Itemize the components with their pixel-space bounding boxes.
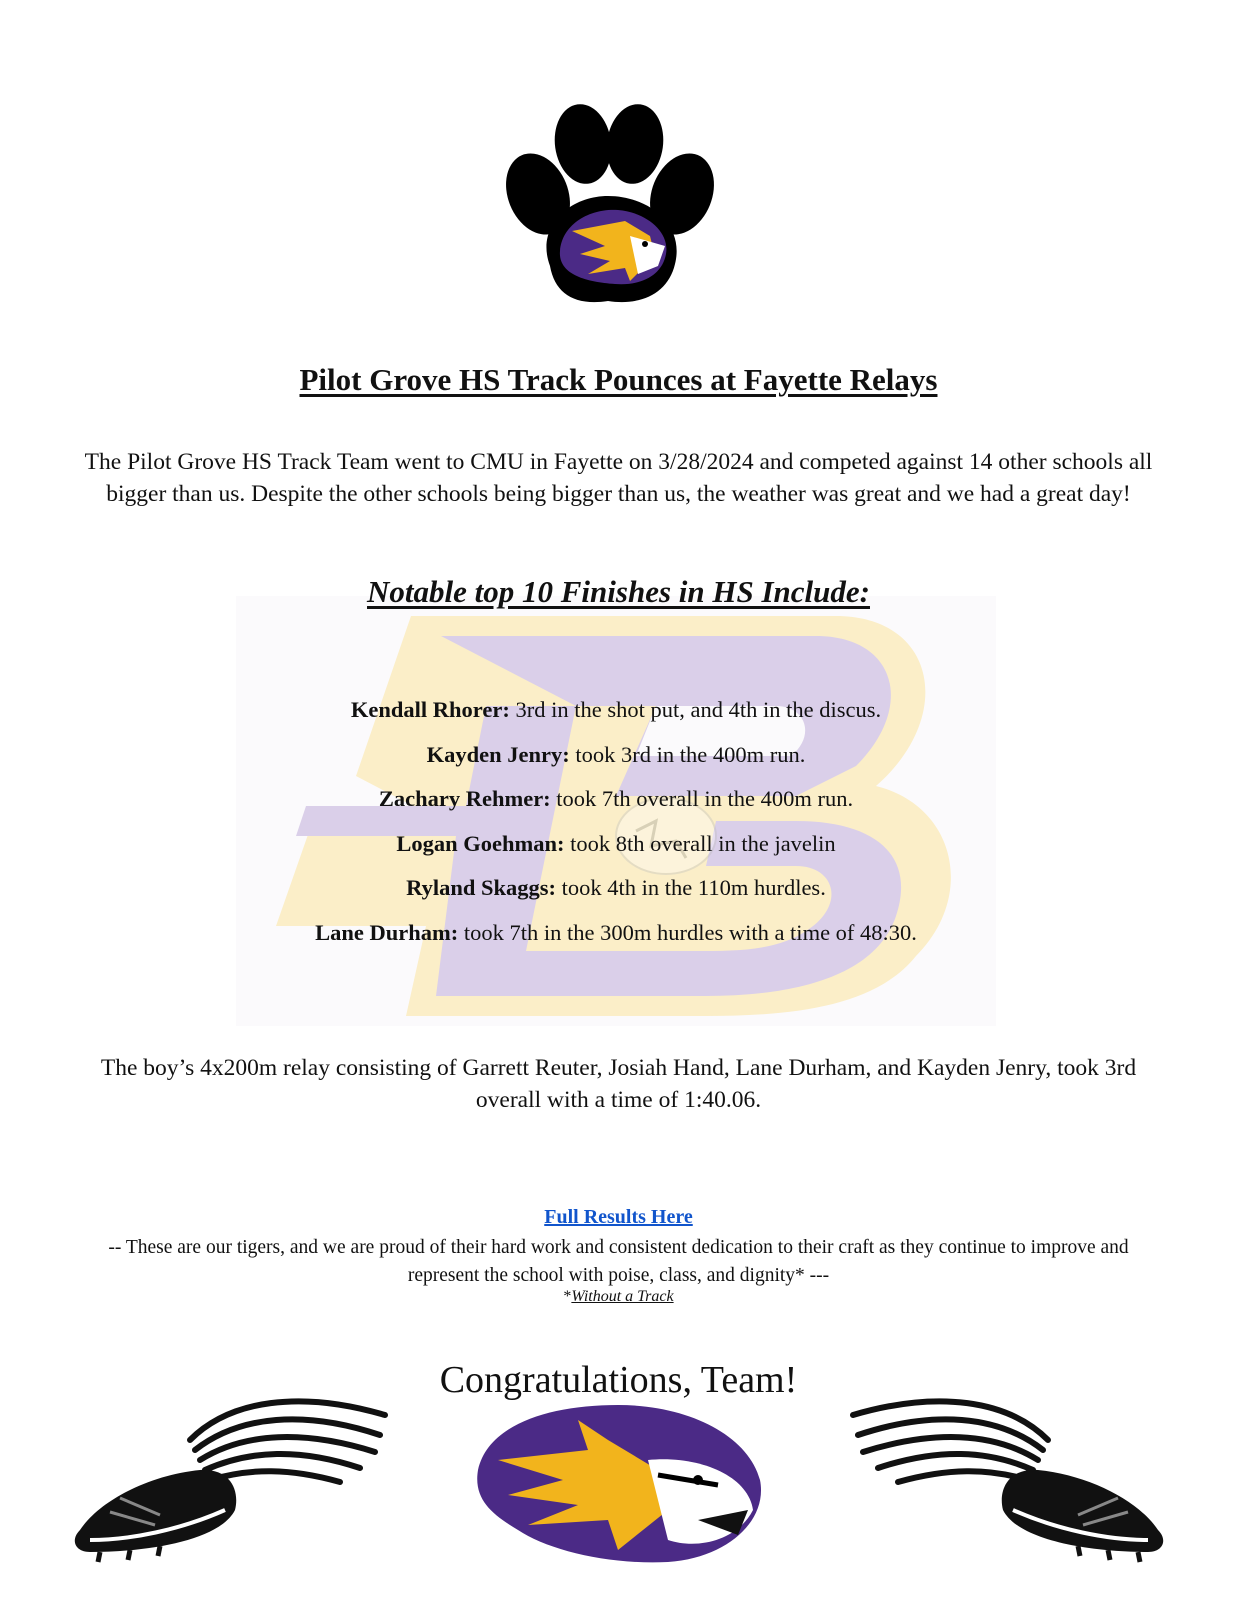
footnote bbox=[0, 1288, 1237, 1306]
relay-paragraph: The boy’s 4x200m relay consisting of Garrett Reuter, Josiah Hand, Lane Durham, and Kayden Jenry, took 3rd overall with a time of 1:40.06. bbox=[100, 1055, 1137, 1113]
footnote-mark: * bbox=[563, 1288, 572, 1305]
athlete-result: took 7th in the 300m hurdles with a time of 48:30. bbox=[458, 919, 917, 945]
full-results-link[interactable]: Full Results Here bbox=[544, 1206, 693, 1228]
paw-tiger-logo-icon bbox=[480, 96, 736, 318]
winged-shoe-icon bbox=[838, 1380, 1178, 1565]
athlete-name: Kayden Jenry: bbox=[426, 741, 570, 767]
closing-paragraph: -- These are our tigers, and we are proud of their hard work and consistent dedication to their craft as they continue to improve and represent the school with poise, class, and dignity* --- bbox=[108, 1237, 1129, 1286]
athlete-result: 3rd in the shot put, and 4th in the discus. bbox=[509, 697, 882, 722]
athlete-result: took 8th overall in the javelin bbox=[564, 830, 836, 856]
list-item bbox=[236, 739, 996, 784]
list-item bbox=[236, 694, 996, 739]
athlete-name: Zachary Rehmer: bbox=[378, 786, 551, 811]
footnote-text: Without a Track bbox=[571, 1288, 674, 1305]
congratulations-heading: Congratulations, Team! bbox=[439, 1359, 798, 1401]
athlete-name: Logan Goehman: bbox=[396, 830, 565, 856]
list-item bbox=[236, 783, 996, 828]
list-item bbox=[236, 917, 996, 962]
finishes-heading: Notable top 10 Finishes in HS Include: bbox=[367, 574, 870, 609]
athlete-result: took 7th overall in the 400m run. bbox=[550, 786, 854, 811]
athlete-result: took 3rd in the 400m run. bbox=[569, 741, 806, 767]
athlete-name: Ryland Skaggs: bbox=[406, 875, 557, 900]
athlete-name: Kendall Rhorer: bbox=[350, 697, 510, 722]
athlete-result: took 4th in the 110m hurdles. bbox=[556, 875, 826, 900]
list-item bbox=[236, 828, 996, 873]
list-item bbox=[236, 872, 996, 917]
intro-paragraph: The Pilot Grove HS Track Team went to CMU in Fayette on 3/28/2024 and competed against 14 other schools all bigger than us. Despite the other schools being bigger than us, the weather was great and we had a great day! bbox=[84, 449, 1153, 507]
tiger-head-icon bbox=[468, 1400, 768, 1565]
athlete-name: Lane Durham: bbox=[315, 919, 459, 945]
finishes-list bbox=[236, 694, 996, 961]
winged-shoe-icon bbox=[60, 1380, 400, 1565]
page-title: Pilot Grove HS Track Pounces at Fayette Relays bbox=[299, 362, 938, 397]
